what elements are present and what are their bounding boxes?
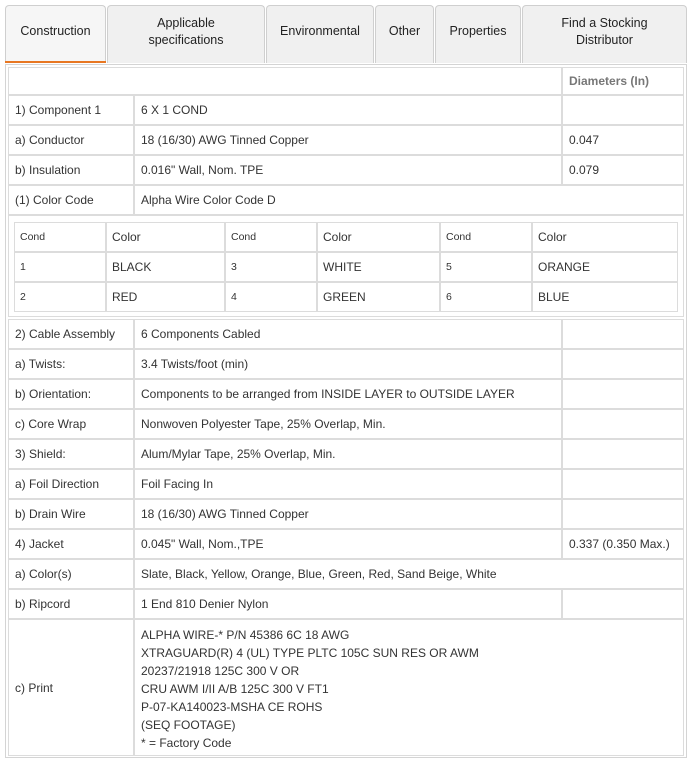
row-label: c) Core Wrap [8, 409, 134, 439]
row-label: b) Insulation [8, 155, 134, 185]
print-line: * = Factory Code [141, 736, 232, 750]
tab-find-stocking-distributor[interactable] [522, 5, 687, 63]
row-value: 1 End 810 Denier Nylon [134, 589, 562, 619]
tab-applicable-specifications[interactable] [107, 5, 265, 63]
row-value: Components to be arranged from INSIDE LAYER to OUTSIDE LAYER [134, 379, 562, 409]
tab-construction-label: Construction [20, 24, 91, 38]
row-value: Foil Facing In [134, 469, 562, 499]
diameters-header: Diameters (In) [562, 67, 684, 95]
row-label: 4) Jacket [8, 529, 134, 559]
row-diameter [562, 319, 684, 349]
tab-other[interactable] [375, 5, 434, 63]
color-name: RED [106, 282, 225, 312]
tab-environmental[interactable] [266, 5, 374, 63]
print-line: CRU AWM I/II A/B 125C 300 V FT1 [141, 682, 329, 696]
row-label: b) Ripcord [8, 589, 134, 619]
print-line: P-07-KA140023-MSHA CE ROHS [141, 700, 323, 714]
row-value: 3.4 Twists/foot (min) [134, 349, 562, 379]
row-diameter [562, 379, 684, 409]
cond-header: Cond [14, 222, 106, 252]
cond-header: Cond [440, 222, 532, 252]
tab-bar [5, 5, 688, 65]
print-line: (SEQ FOOTAGE) [141, 718, 236, 732]
cond-number: 1 [14, 252, 106, 282]
row-label: 1) Component 1 [8, 95, 134, 125]
row-diameter [562, 499, 684, 529]
print-line: ALPHA WIRE-* P/N 45386 6C 18 AWG [141, 628, 350, 642]
tab-applicable-specifications-label: Applicable specifications [148, 15, 224, 47]
row-diameter [562, 349, 684, 379]
tab-properties-label: Properties [449, 24, 507, 38]
row-value: 6 Components Cabled [134, 319, 562, 349]
row-label: a) Twists: [8, 349, 134, 379]
row-label: a) Foil Direction [8, 469, 134, 499]
row-label: (1) Color Code [8, 185, 134, 215]
row-label: 2) Cable Assembly [8, 319, 134, 349]
cond-number: 3 [225, 252, 317, 282]
row-diameter [562, 95, 684, 125]
tab-find-stocking-distributor-label: Find a Stocking Distributor [561, 15, 648, 47]
tab-properties[interactable] [435, 5, 521, 63]
row-value: Slate, Black, Yellow, Orange, Blue, Green, Red, Sand Beige, White [134, 559, 684, 589]
row-value: Nonwoven Polyester Tape, 25% Overlap, Min. [134, 409, 562, 439]
row-diameter [562, 409, 684, 439]
tab-construction[interactable] [5, 5, 106, 63]
row-label: a) Color(s) [8, 559, 134, 589]
color-name: BLUE [532, 282, 678, 312]
print-line: XTRAGUARD(R) 4 (UL) TYPE PLTC 105C SUN RES OR AWM [141, 646, 479, 660]
row-value: Alpha Wire Color Code D [134, 185, 684, 215]
print-label: c) Print [8, 619, 134, 756]
row-value: 18 (16/30) AWG Tinned Copper [134, 499, 562, 529]
row-diameter [562, 589, 684, 619]
cond-header: Cond [225, 222, 317, 252]
color-header: Color [532, 222, 678, 252]
row-label: a) Conductor [8, 125, 134, 155]
cond-number: 2 [14, 282, 106, 312]
color-name: WHITE [317, 252, 440, 282]
row-value: 0.045" Wall, Nom.,TPE [134, 529, 562, 559]
row-diameter: 0.047 [562, 125, 684, 155]
color-name: GREEN [317, 282, 440, 312]
construction-table [5, 64, 687, 758]
print-value [134, 619, 684, 756]
tab-other-label: Other [388, 24, 421, 38]
color-header: Color [317, 222, 440, 252]
header-blank-cell [8, 67, 562, 95]
row-diameter: 0.337 (0.350 Max.) [562, 529, 684, 559]
cond-number: 4 [225, 282, 317, 312]
row-value: 0.016" Wall, Nom. TPE [134, 155, 562, 185]
tab-environmental-label: Environmental [280, 24, 360, 38]
color-code-table [14, 222, 678, 312]
cond-number: 5 [440, 252, 532, 282]
row-value: 6 X 1 COND [134, 95, 562, 125]
row-diameter: 0.079 [562, 155, 684, 185]
row-diameter [562, 469, 684, 499]
row-label: b) Drain Wire [8, 499, 134, 529]
row-diameter [562, 439, 684, 469]
row-label: b) Orientation: [8, 379, 134, 409]
color-code-container [8, 215, 684, 317]
row-label: 3) Shield: [8, 439, 134, 469]
color-header: Color [106, 222, 225, 252]
color-name: ORANGE [532, 252, 678, 282]
row-value: 18 (16/30) AWG Tinned Copper [134, 125, 562, 155]
cond-number: 6 [440, 282, 532, 312]
print-line: 20237/21918 125C 300 V OR [141, 664, 300, 678]
color-name: BLACK [106, 252, 225, 282]
row-value: Alum/Mylar Tape, 25% Overlap, Min. [134, 439, 562, 469]
